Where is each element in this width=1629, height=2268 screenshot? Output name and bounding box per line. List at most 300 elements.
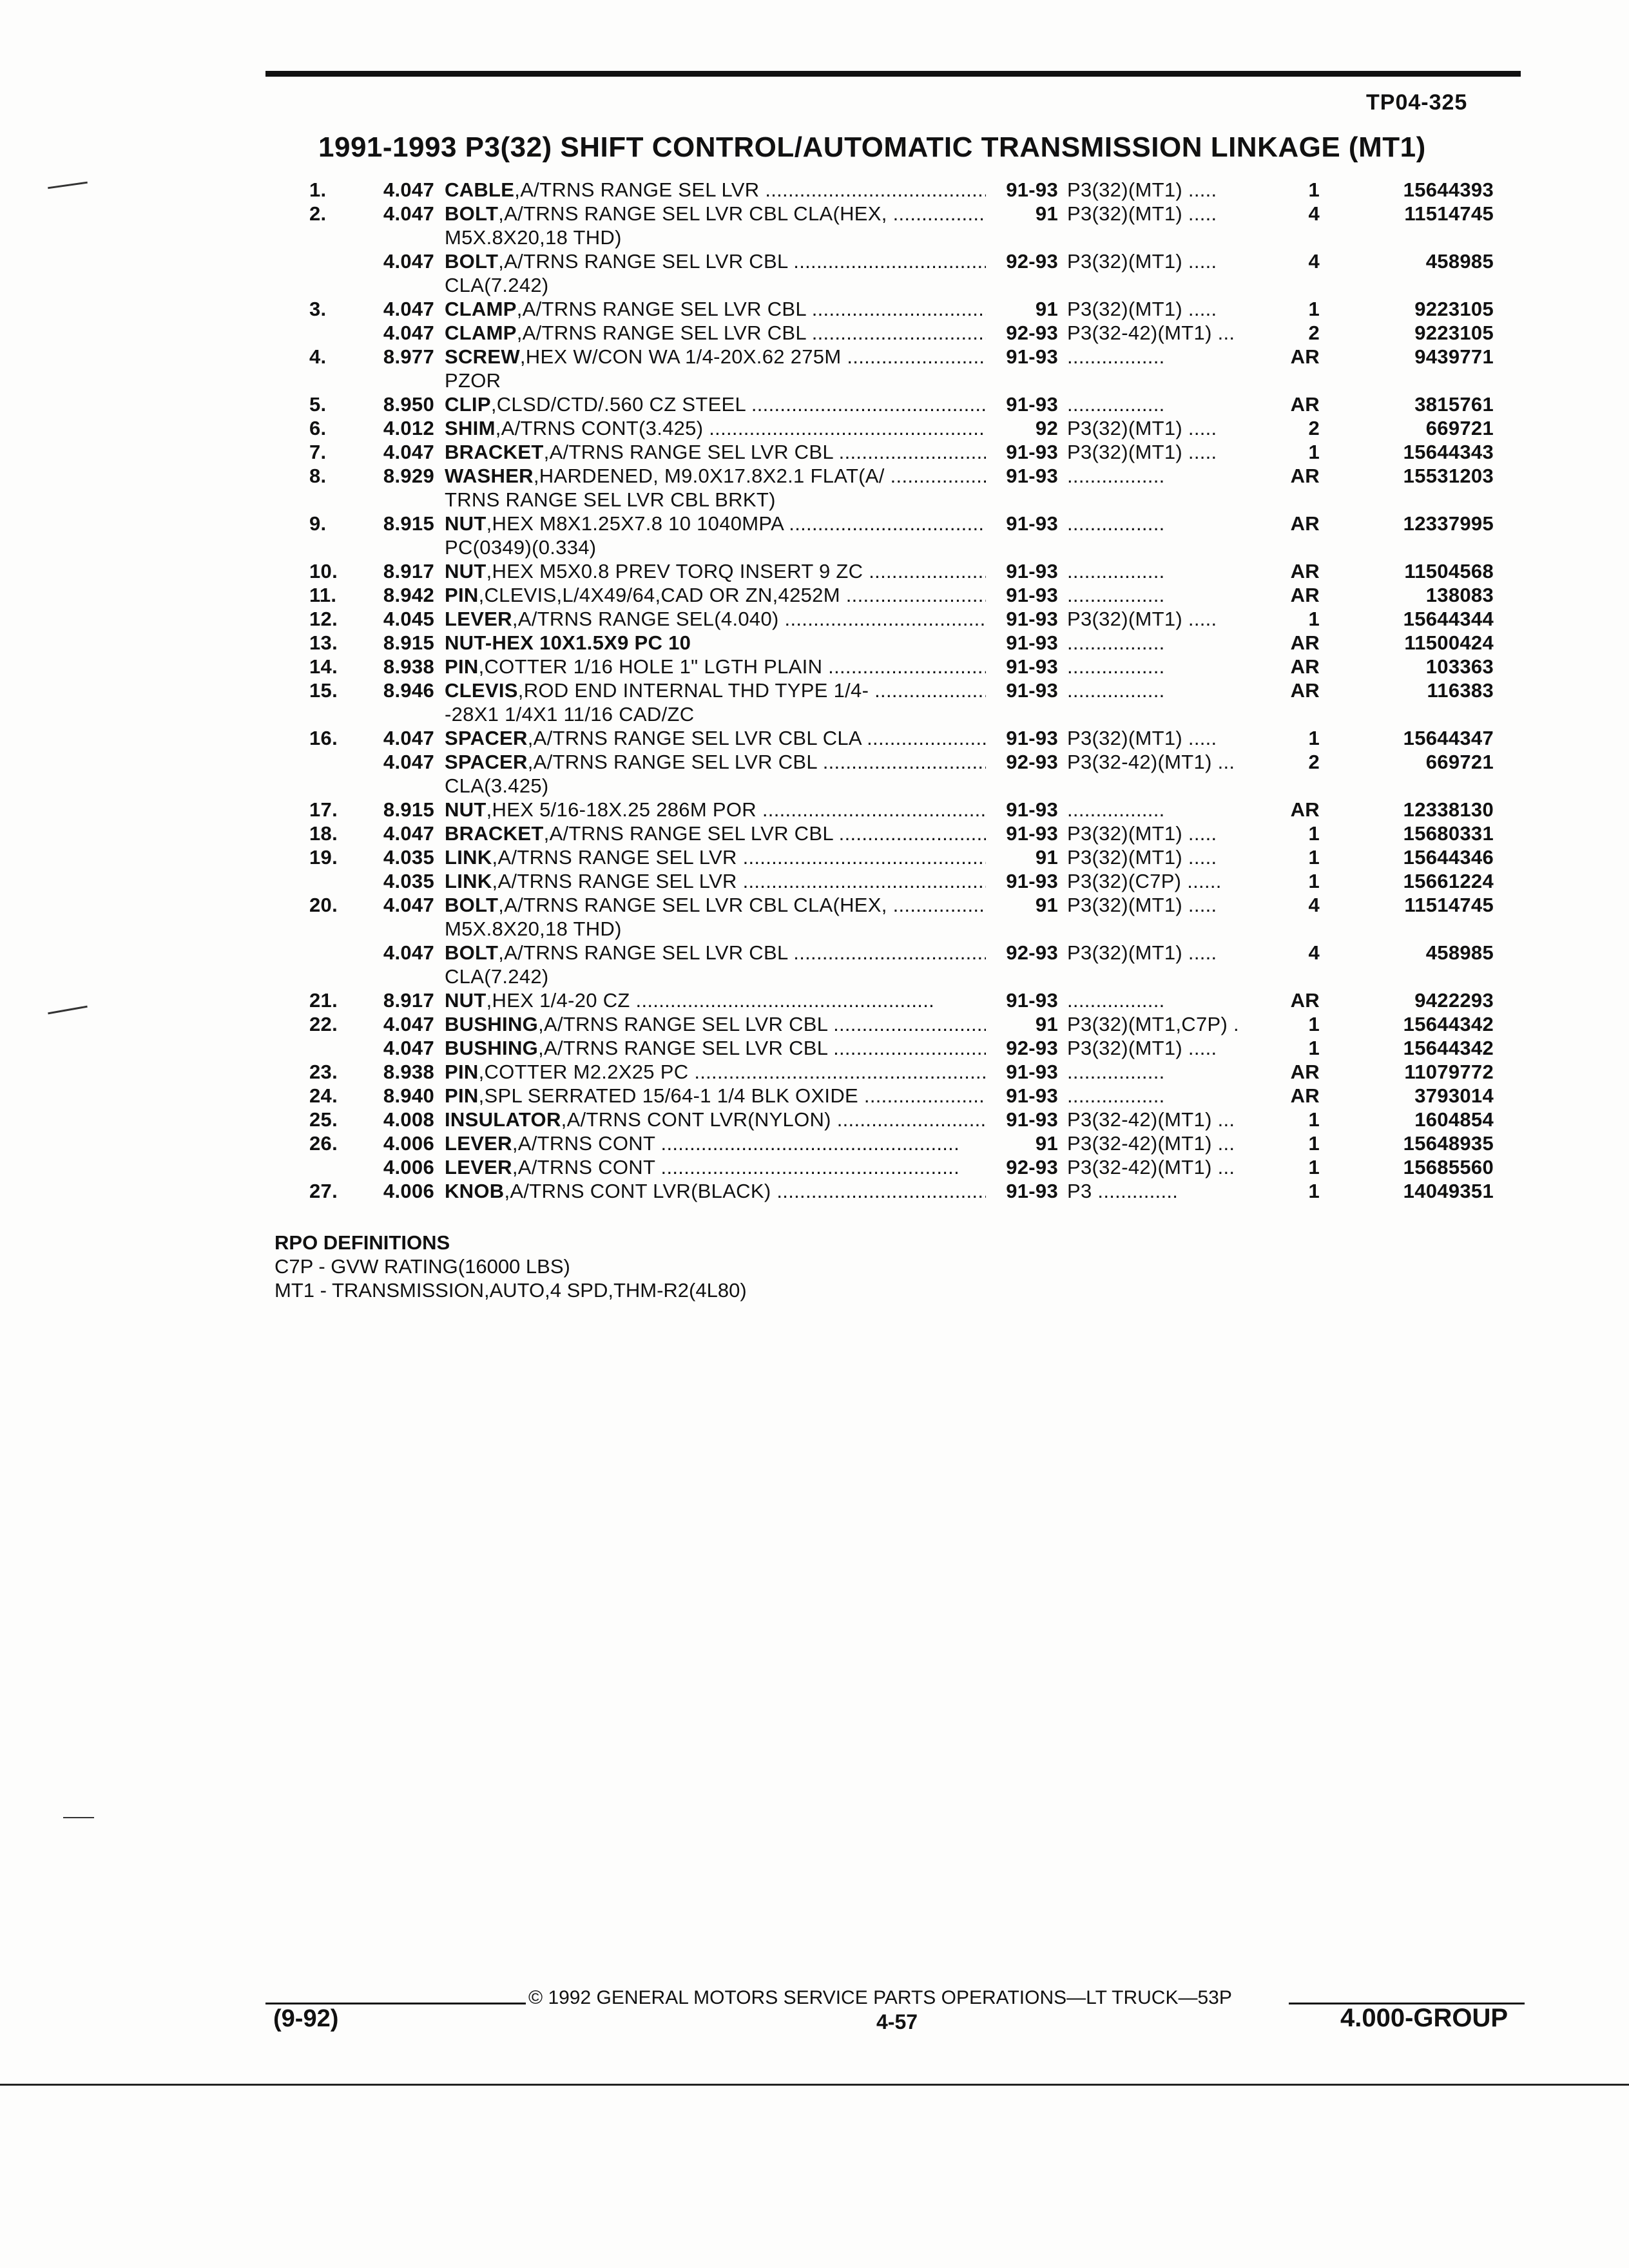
part-detail-continued: CLA(7.242): [445, 965, 549, 988]
item-number: 2.: [309, 202, 327, 225]
part-row: [309, 822, 1525, 845]
part-number: 669721: [1425, 417, 1494, 439]
rpo-line: C7P - GVW RATING(16000 LBS): [275, 1255, 570, 1278]
part-row: [309, 750, 1525, 774]
item-number: 15.: [309, 679, 338, 702]
model-years: 91-93: [1006, 727, 1058, 749]
item-number: 14.: [309, 655, 338, 678]
model-years: 91-93: [1006, 560, 1058, 582]
quantity: AR: [1290, 1084, 1320, 1107]
item-number: 8.: [309, 465, 327, 487]
part-number: 15644393: [1403, 178, 1494, 201]
part-number: 116383: [1427, 679, 1494, 702]
part-number: 15531203: [1403, 465, 1494, 487]
part-detail: ,A/TRNS CONT .....: [512, 1156, 959, 1178]
quantity: 1: [1308, 298, 1320, 320]
model-years: 91: [1035, 1013, 1058, 1035]
item-number: 9.: [309, 512, 327, 535]
group-number: 4.047: [383, 751, 434, 773]
part-name: BOLT: [445, 250, 499, 273]
part-description: [445, 678, 986, 702]
group-number: 4.047: [383, 941, 434, 964]
group-number: 4.047: [383, 1013, 434, 1035]
part-row: [309, 1036, 1525, 1060]
part-row: [309, 1084, 1525, 1108]
model-usage: .................: [1067, 393, 1165, 416]
part-number: 11514745: [1404, 202, 1494, 225]
part-row-continuation: [309, 488, 1525, 512]
part-description: [445, 249, 986, 273]
model-usage: .................: [1067, 465, 1165, 487]
model-usage: .................: [1067, 798, 1165, 821]
model-usage: P3(32)(MT1) .....: [1067, 298, 1217, 320]
group-number: 8.946: [383, 679, 434, 702]
group-number: 4.035: [383, 870, 434, 892]
part-description: [445, 297, 986, 321]
quantity: 1: [1308, 1132, 1320, 1155]
part-name: INSULATOR: [445, 1108, 561, 1131]
model-usage: P3(32)(MT1) .....: [1067, 608, 1217, 630]
part-name: PIN: [445, 655, 479, 678]
model-years: 91: [1035, 894, 1058, 916]
item-number: 26.: [309, 1132, 338, 1155]
part-detail: ,A/TRNS RANGE SEL LVR CBL CLA(HEX, .....: [498, 894, 986, 916]
model-usage: .................: [1067, 1061, 1165, 1083]
model-usage: P3(32)(MT1) .....: [1067, 727, 1217, 749]
part-row: [309, 512, 1525, 535]
model-years: 91-93: [1006, 393, 1058, 416]
part-name: BOLT: [445, 202, 499, 225]
part-number: 11500424: [1404, 631, 1494, 654]
part-description: [445, 869, 986, 893]
quantity: 1: [1308, 846, 1320, 869]
quantity: 1: [1308, 1108, 1320, 1131]
model-usage: P3(32-42)(MT1) ...: [1067, 322, 1235, 344]
part-number: 3815761: [1414, 393, 1494, 416]
group-label: 4.000-GROUP: [1340, 2004, 1509, 2032]
part-row: [309, 726, 1525, 750]
model-usage: P3(32)(MT1) .....: [1067, 178, 1217, 201]
model-years: 91-93: [1006, 465, 1058, 487]
part-detail-continued: -28X1 1/4X1 11/16 CAD/ZC: [445, 703, 695, 726]
part-name: CLAMP: [445, 298, 517, 320]
item-number: 11.: [309, 584, 337, 606]
model-years: 91: [1035, 298, 1058, 320]
model-usage: P3(32-42)(MT1) ...: [1067, 1132, 1235, 1155]
part-detail: ,A/TRNS RANGE SEL LVR .....: [492, 870, 986, 892]
part-detail-continued: PC(0349)(0.334): [445, 536, 597, 559]
part-description: [445, 178, 986, 202]
part-name: SPACER: [445, 751, 528, 773]
part-row: [309, 178, 1525, 202]
quantity: AR: [1290, 989, 1320, 1012]
quantity: 4: [1308, 941, 1320, 964]
group-number: 4.047: [383, 202, 434, 225]
group-number: 8.915: [383, 798, 434, 821]
item-number: 18.: [309, 822, 338, 845]
model-usage: .................: [1067, 560, 1165, 582]
part-row: [309, 845, 1525, 869]
part-row: [309, 869, 1525, 893]
model-usage: .................: [1067, 345, 1165, 368]
part-row: [309, 321, 1525, 345]
item-number: [309, 869, 354, 893]
model-years: 92-93: [1006, 751, 1058, 773]
part-detail: ,HARDENED, M9.0X17.8X2.1 FLAT(A/ .....: [534, 465, 986, 487]
part-description: [445, 631, 986, 655]
revision-date: (9-92): [273, 2005, 339, 2032]
part-name: PIN: [445, 1084, 479, 1107]
item-number: 1.: [309, 178, 327, 201]
part-row: [309, 941, 1525, 965]
quantity: 1: [1308, 1180, 1320, 1202]
part-number: 3793014: [1414, 1084, 1494, 1107]
part-detail: ,A/TRNS RANGE SEL LVR .....: [492, 846, 986, 869]
part-number: 9439771: [1414, 345, 1494, 368]
part-row-continuation: [309, 369, 1525, 392]
part-detail: ,A/TRNS CONT(3.425) .....: [496, 417, 986, 439]
quantity: AR: [1290, 655, 1320, 678]
model-usage: P3 ..............: [1067, 1180, 1179, 1202]
part-name: LEVER: [445, 608, 512, 630]
group-number: 4.047: [383, 322, 434, 344]
quantity: 2: [1308, 417, 1320, 439]
scan-mark: [48, 1006, 88, 1015]
group-number: 4.012: [383, 417, 434, 439]
part-number: 669721: [1425, 751, 1494, 773]
part-row: [309, 1131, 1525, 1155]
quantity: 1: [1308, 1156, 1320, 1178]
part-row-continuation: [309, 702, 1525, 726]
part-name: SCREW: [445, 345, 520, 368]
part-row: [309, 988, 1525, 1012]
part-number: 11504568: [1404, 560, 1494, 582]
item-number: [309, 941, 354, 965]
part-row: [309, 583, 1525, 607]
part-name: CLEVIS: [445, 679, 518, 702]
part-detail: ,A/TRNS CONT .....: [512, 1132, 959, 1155]
model-usage: .................: [1067, 584, 1165, 606]
item-number: 21.: [309, 989, 338, 1012]
part-description: [445, 416, 986, 440]
item-number: 5.: [309, 393, 327, 416]
part-number: 12337995: [1403, 512, 1494, 535]
parts-list: [309, 178, 1525, 1203]
part-number: 138083: [1425, 584, 1494, 606]
model-usage: P3(32)(MT1) .....: [1067, 202, 1217, 225]
part-name: WASHER: [445, 465, 534, 487]
model-usage: P3(32)(C7P) ......: [1067, 870, 1222, 892]
part-description: [445, 1108, 986, 1131]
part-number: 15661224: [1403, 870, 1494, 892]
copyright-text: © 1992 GENERAL MOTORS SERVICE PARTS OPERATIONS—LT TRUCK—53P: [528, 1987, 1232, 2008]
part-row: [309, 440, 1525, 464]
quantity: 1: [1308, 1013, 1320, 1035]
quantity: 2: [1308, 751, 1320, 773]
model-years: 91-93: [1006, 178, 1058, 201]
part-number: 9223105: [1414, 322, 1494, 344]
part-detail: ,COTTER 1/16 HOLE 1" LGTH PLAIN .....: [479, 655, 986, 678]
model-years: 91-93: [1006, 798, 1058, 821]
model-usage: .................: [1067, 512, 1165, 535]
part-description: [445, 1060, 986, 1084]
part-description: [445, 1036, 986, 1060]
rpo-heading: RPO DEFINITIONS: [275, 1231, 450, 1254]
part-description: [445, 1179, 986, 1203]
model-usage: P3(32)(MT1) .....: [1067, 846, 1217, 869]
part-name: CLAMP: [445, 322, 517, 344]
model-years: 92-93: [1006, 1037, 1058, 1059]
part-name: NUT-HEX 10X1.5X9 PC 10: [445, 631, 691, 654]
part-description: [445, 559, 986, 583]
part-description: [445, 440, 986, 464]
quantity: AR: [1290, 798, 1320, 821]
scan-mark: [63, 1817, 94, 1818]
model-years: 91-93: [1006, 345, 1058, 368]
part-description: [445, 321, 986, 345]
part-description: [445, 583, 986, 607]
quantity: 4: [1308, 894, 1320, 916]
part-detail: ,A/TRNS RANGE SEL LVR CBL .....: [544, 441, 986, 463]
part-detail: ,HEX 1/4-20 CZ .....: [487, 989, 934, 1012]
part-description: [445, 202, 986, 226]
part-detail: ,A/TRNS RANGE SEL LVR CBL .....: [498, 250, 986, 273]
model-years: 91-93: [1006, 679, 1058, 702]
part-detail: ,A/TRNS RANGE SEL LVR CBL .....: [528, 751, 986, 773]
item-number: 7.: [309, 441, 327, 463]
rpo-line: MT1 - TRANSMISSION,AUTO,4 SPD,THM-R2(4L80): [275, 1279, 747, 1302]
part-description: [445, 655, 986, 678]
model-years: 91-93: [1006, 631, 1058, 654]
part-description: [445, 1155, 986, 1179]
part-name: BRACKET: [445, 441, 544, 463]
part-row: [309, 607, 1525, 631]
group-number: 8.940: [383, 1084, 434, 1107]
part-row: [309, 559, 1525, 583]
model-years: 91-93: [1006, 989, 1058, 1012]
part-row: [309, 297, 1525, 321]
rpo-definitions: [275, 1231, 747, 1302]
part-description: [445, 822, 986, 845]
part-detail: ,A/TRNS RANGE SEL(4.040) .....: [512, 608, 986, 630]
group-number: 4.047: [383, 250, 434, 273]
part-detail: ,HEX W/CON WA 1/4-20X.62 275M .....: [520, 345, 986, 368]
part-row: [309, 416, 1525, 440]
scan-mark: [48, 182, 88, 189]
model-years: 91-93: [1006, 655, 1058, 678]
model-usage: P3(32)(MT1) .....: [1067, 1037, 1217, 1059]
model-years: 92-93: [1006, 250, 1058, 273]
part-number: 9422293: [1414, 989, 1494, 1012]
part-detail: ,A/TRNS RANGE SEL LVR CBL .....: [517, 322, 986, 344]
model-years: 92-93: [1006, 1156, 1058, 1178]
item-number: 22.: [309, 1013, 338, 1035]
part-description: [445, 345, 986, 369]
item-number: [309, 1155, 354, 1179]
part-name: SHIM: [445, 417, 496, 439]
part-name: PIN: [445, 1061, 479, 1083]
model-usage: .................: [1067, 655, 1165, 678]
part-row: [309, 464, 1525, 488]
part-description: [445, 512, 986, 535]
item-number: 6.: [309, 417, 327, 439]
part-detail: ,A/TRNS RANGE SEL LVR CBL .....: [538, 1013, 986, 1035]
part-name: CABLE: [445, 178, 515, 201]
header-rule: [265, 71, 1521, 77]
part-description: [445, 392, 986, 416]
part-number: 458985: [1425, 250, 1494, 273]
group-number: 8.917: [383, 560, 434, 582]
quantity: AR: [1290, 465, 1320, 487]
group-number: 4.008: [383, 1108, 434, 1131]
part-number: 15644342: [1403, 1037, 1494, 1059]
model-usage: P3(32)(MT1) .....: [1067, 822, 1217, 845]
part-row-continuation: [309, 965, 1525, 988]
group-number: 8.929: [383, 465, 434, 487]
model-years: 91-93: [1006, 870, 1058, 892]
group-number: 4.047: [383, 298, 434, 320]
model-years: 91-93: [1006, 584, 1058, 606]
model-usage: P3(32)(MT1) .....: [1067, 417, 1217, 439]
model-years: 92: [1035, 417, 1058, 439]
quantity: 1: [1308, 822, 1320, 845]
part-name: PIN: [445, 584, 479, 606]
part-detail: ,A/TRNS RANGE SEL LVR CBL .....: [538, 1037, 986, 1059]
part-detail: ,HEX M8X1.25X7.8 10 1040MPA .....: [487, 512, 986, 535]
quantity: AR: [1290, 393, 1320, 416]
part-name: NUT: [445, 989, 487, 1012]
group-number: 4.047: [383, 441, 434, 463]
model-years: 91-93: [1006, 1084, 1058, 1107]
model-usage: P3(32-42)(MT1) ...: [1067, 751, 1235, 773]
group-number: 4.047: [383, 894, 434, 916]
part-row: [309, 249, 1525, 273]
part-name: BOLT: [445, 941, 499, 964]
part-number: 11514745: [1404, 894, 1494, 916]
item-number: 25.: [309, 1108, 338, 1131]
part-number: 15644347: [1403, 727, 1494, 749]
part-row-continuation: [309, 917, 1525, 941]
part-number: 12338130: [1403, 798, 1494, 821]
item-number: [309, 1036, 354, 1060]
part-row: [309, 1179, 1525, 1203]
model-usage: P3(32-42)(MT1) ...: [1067, 1108, 1235, 1131]
item-number: 24.: [309, 1084, 338, 1107]
model-years: 91-93: [1006, 1108, 1058, 1131]
item-number: [309, 750, 354, 774]
part-number: 103363: [1425, 655, 1494, 678]
quantity: 1: [1308, 870, 1320, 892]
part-detail: ,A/TRNS RANGE SEL LVR CBL .....: [544, 822, 986, 845]
item-number: 10.: [309, 560, 338, 582]
page-title: 1991-1993 P3(32) SHIFT CONTROL/AUTOMATIC TRANSMISSION LINKAGE (MT1): [318, 131, 1426, 163]
model-years: 91-93: [1006, 441, 1058, 463]
part-name: LEVER: [445, 1156, 512, 1178]
model-years: 91-93: [1006, 608, 1058, 630]
item-number: 12.: [309, 608, 338, 630]
model-usage: P3(32)(MT1) .....: [1067, 894, 1217, 916]
part-name: NUT: [445, 798, 487, 821]
model-years: 91-93: [1006, 1180, 1058, 1202]
part-name: BUSHING: [445, 1013, 539, 1035]
part-description: [445, 845, 986, 869]
part-number: 11079772: [1404, 1061, 1494, 1083]
part-number: 9223105: [1414, 298, 1494, 320]
model-usage: .................: [1067, 1084, 1165, 1107]
part-detail: ,SPL SERRATED 15/64-1 1/4 BLK OXIDE .....: [479, 1084, 986, 1107]
part-detail: ,A/TRNS CONT LVR(BLACK) .....: [504, 1180, 986, 1202]
part-detail-continued: CLA(3.425): [445, 774, 549, 797]
part-name: CLIP: [445, 393, 491, 416]
model-usage: P3(32)(MT1) .....: [1067, 941, 1217, 964]
part-row: [309, 631, 1525, 655]
group-number: 8.917: [383, 989, 434, 1012]
model-years: 91-93: [1006, 512, 1058, 535]
part-number: 15648935: [1403, 1132, 1494, 1155]
quantity: AR: [1290, 631, 1320, 654]
part-row: [309, 392, 1525, 416]
group-number: 4.047: [383, 822, 434, 845]
part-row: [309, 655, 1525, 678]
group-number: 8.938: [383, 1061, 434, 1083]
model-usage: P3(32)(MT1) .....: [1067, 441, 1217, 463]
group-number: 4.006: [383, 1156, 434, 1178]
quantity: 4: [1308, 250, 1320, 273]
group-number: 4.047: [383, 1037, 434, 1059]
part-row-continuation: [309, 273, 1525, 297]
part-name: SPACER: [445, 727, 528, 749]
part-number: 15644343: [1403, 441, 1494, 463]
part-detail-continued: M5X.8X20,18 THD): [445, 918, 622, 940]
item-number: 20.: [309, 894, 338, 916]
part-row-continuation: [309, 774, 1525, 798]
part-description: [445, 988, 986, 1012]
quantity: 1: [1308, 1037, 1320, 1059]
model-usage: .................: [1067, 679, 1165, 702]
part-number: 1604854: [1414, 1108, 1494, 1131]
footer-rule-left: [265, 2003, 526, 2004]
group-number: 4.006: [383, 1180, 434, 1202]
item-number: 27.: [309, 1180, 338, 1202]
item-number: [309, 321, 354, 345]
group-number: 4.047: [383, 178, 434, 201]
part-description: [445, 1131, 986, 1155]
part-detail: ,A/TRNS CONT LVR(NYLON) .....: [561, 1108, 986, 1131]
part-number: 15680331: [1403, 822, 1494, 845]
item-number: [309, 249, 354, 273]
model-usage: P3(32-42)(MT1) ...: [1067, 1156, 1235, 1178]
part-row: [309, 1108, 1525, 1131]
group-number: 8.942: [383, 584, 434, 606]
quantity: 1: [1308, 727, 1320, 749]
bottom-rule: [0, 2084, 1629, 2086]
quantity: 1: [1308, 441, 1320, 463]
part-detail: ,COTTER M2.2X25 PC .....: [479, 1061, 986, 1083]
part-detail-continued: PZOR: [445, 369, 501, 392]
part-row-continuation: [309, 226, 1525, 249]
part-name: LEVER: [445, 1132, 512, 1155]
part-detail: ,A/TRNS RANGE SEL LVR CBL .....: [498, 941, 986, 964]
part-description: [445, 607, 986, 631]
part-detail: ,CLEVIS,L/4X49/64,CAD OR ZN,4252M .....: [479, 584, 986, 606]
item-number: 16.: [309, 727, 338, 749]
model-usage: P3(32)(MT1,C7P) .: [1067, 1013, 1239, 1035]
part-row: [309, 678, 1525, 702]
quantity: AR: [1290, 560, 1320, 582]
part-row: [309, 1060, 1525, 1084]
part-detail: ,HEX 5/16-18X.25 286M POR .....: [487, 798, 986, 821]
model-years: 92-93: [1006, 941, 1058, 964]
